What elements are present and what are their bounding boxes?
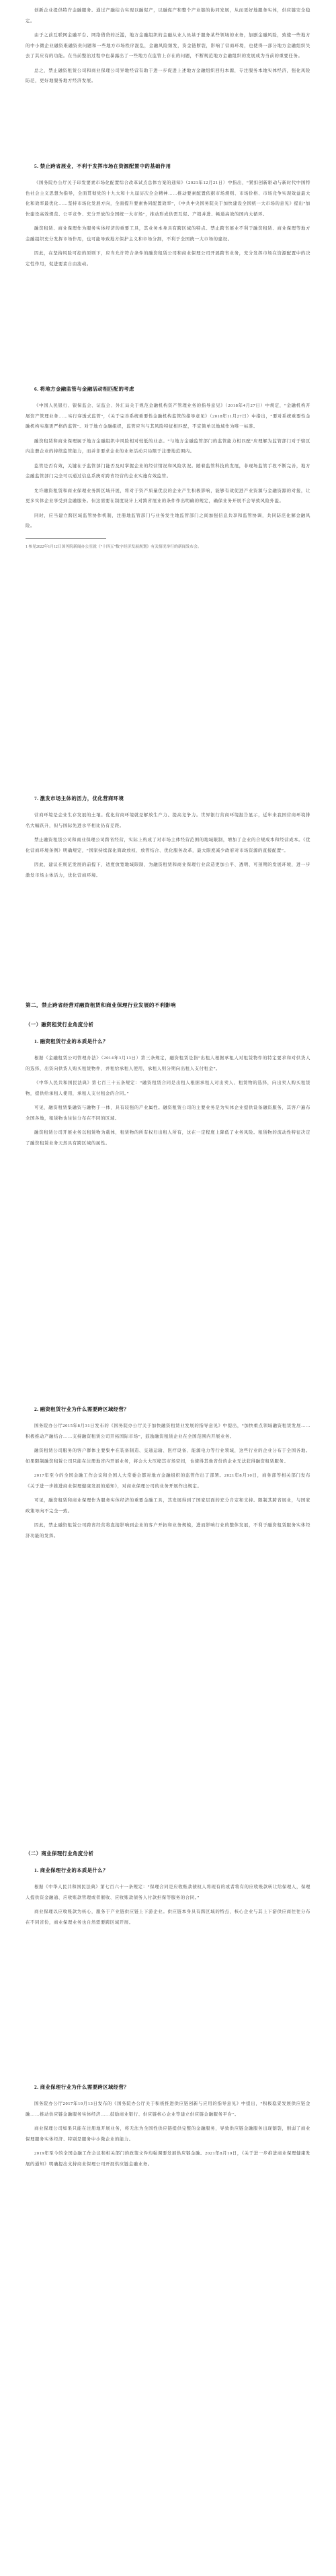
section-6 <box>26 376 310 551</box>
paragraph: 因此，建议在规范发展的前提下，适度放宽地域限制，为融资租赁和商业保理行业营造更加公平、透明、可预期的发展环境，进一步激发市场主体活力，优化营商环境。 <box>26 862 310 878</box>
section-intro <box>26 5 310 87</box>
question-heading: 2. 商业保理行业为什么需要跨区域经营？ <box>34 2084 130 2090</box>
paragraph: 根据《中华人民共和国民法典》第七百六十一条规定：“保理合同是应收账款债权人将现有的或者将有的应收账款转让给保理人，保理人提供资金融通、应收账款管理或者催收、应收账款债务人付款担保等服务的合同。” <box>26 1885 310 1900</box>
paragraph: 《中华人民共和国民法典》第七百三十五条规定：“融资租赁合同是出租人根据承租人对出卖人、租赁物的选择，向出卖人购买租赁物，提供给承租人使用，承租人支付租金的合同。” <box>26 1081 310 1096</box>
paragraph: 总之，禁止融资租赁公司和商业保理公司异地经营有助于进一步促进上述地方金融组织回归本源，专注服务本地实体经济，强化风险防范，更好地服务地方经济发展。 <box>26 68 310 83</box>
section-heading: 7. 激发市场主体的活力，优化营商环境 <box>34 795 124 801</box>
section-factoring-why <box>26 2074 310 2169</box>
part-two <box>26 987 310 1148</box>
paragraph: 允许融资租赁和商业保理业务跨区域开展，将对于资产质量优良的企业产生积极影响，能够有效促进产业资源与金融资源的对接，让更多实体企业享受到金融服务。但这需要在制度设计上对跨省展业的条件作出明确的规定，确保业务开展不会导致风险外溢。 <box>26 488 310 503</box>
section-5 <box>26 153 310 269</box>
paragraph: 创新企业提供特许金融服务。通过产融结合实现以融促产，以融促产和整个产业链的协同发展，从而更好地服务实体，供应链安全稳定。 <box>26 8 310 23</box>
paragraph: 融资租赁、商业保理作为服务实体经济的重要工具，其业务本身具有跨区域的特点。禁止跨省展业不利于融资租赁、商业保理等地方金融组织充分发挥市场作用，也可能导致地方保护主义和市场分割，不利于全国统一大市场的建设。 <box>26 226 310 242</box>
section-heading: 6. 将地方金融监管与金融活动相匹配的考虑 <box>34 386 134 392</box>
subsection-heading: （二）商业保理行业角度分析 <box>26 1850 94 1856</box>
paragraph: 禁止融资租赁公司和商业保理公司跨省经营，实际上构成了对市场主体经营范围的地域限制，增加了企业的合规成本和经营成本。《优化营商环境条例》明确规定，“国家持续深化简政放权、放管结合、优化服务改革，最大限度减少政府对市场资源的直接配置”。 <box>26 838 310 853</box>
paragraph: 营商环境是企业生存发展的土壤。优化营商环境就是解放生产力、提高竞争力。世界银行营商环境报告显示，近年来我国营商环境排名大幅跃升，但与国际先进水平相比仍有差距。 <box>26 813 310 828</box>
paragraph: 监管是否有效，关键在于监管部门能否及时掌握企业的经营情况和风险状况。随着监管科技的发展，非现场监管手段不断完善，地方金融监管部门完全可以通过信息系统对跨省经营的企业实施有效监管。 <box>26 463 310 479</box>
paragraph: 融资租赁公司服务的客户群体主要集中在装备制造、交通运输、医疗设备、能源电力等行业领域，这些行业的企业分布于全国各地。如果限制融资租赁公司只能在注册地省内开展业务，将会大大压缩其市场空间，也使得其他省份的企业无法获得融资租赁服务。 <box>26 1448 310 1464</box>
paragraph: 因此，在坚持风险可控的原则下，应当允许符合条件的融资租赁公司和商业保理公司开展跨省业务，充分发挥市场在资源配置中的决定性作用，促进要素自由流动。 <box>26 251 310 266</box>
paragraph: 可见，融资租赁和商业保理作为服务实体经济的重要金融工具，其发展得到了国家层面的充分肯定和支持。限制其跨省展业，与国家政策导向不完全一致。 <box>26 1498 310 1514</box>
paragraph: 商业保理以应收账款为核心，服务于产业链供应链上下游企业。供应链本身具有跨区域的特点，核心企业与其上下游供应商往往分布在不同省份，商业保理业务也自然需要跨区域开展。 <box>26 1910 310 1925</box>
section-leasing-why <box>26 1396 310 1541</box>
paragraph: 根据《金融租赁公司管理办法》（2014年3月13日）第三条规定，融资租赁是指“出租人根据承租人对租赁物件的特定要求和对供货人的选择，出资向供货人购买租赁物件，并租给承租人使用，承租人则分期向出租人支付租金”。 <box>26 1056 310 1071</box>
paragraph: 2019年至今的全国金融工作会议和相关部门的政策文件均强调要发展供应链金融。2021年8月10日，《关于进一步推进商业保理健康发展的通知》明确提出支持商业保理公司开展供应链金融业务。 <box>26 2151 310 2167</box>
paragraph: 《中国人民银行、银保监会、证监会、外汇局关于规范金融机构资产管理业务的指导意见》（2018年4月27日）中规定，“金融机构开展资产管理业务……实行穿透式监管”，《关于完善系统重要性金融机构监管的指导意见》（2018年11月27日）中指出，“要对系统重要性金融机构实施更严格的监管”。对于地方金融组织，监管应当与其风险特征相匹配，不宜简单以地域作为唯一标准。 <box>26 403 310 429</box>
paragraph: 同时，应当建立跨区域监管协作机制，注册地监管部门与业务发生地监管部门之间加强信息共享和监管协调，共同防范化解金融风险。 <box>26 513 310 528</box>
footnote: 1 参见2022年1月12日国务院新闻办公室就《“十四五”数字经济发展规划》有关情况举行的新闻发布会。 <box>26 544 202 549</box>
paragraph: 商业保理公司如果只能在注册地开展业务，将无法为全国性供应链提供完整的金融服务，导致供应链金融服务出现割裂，削弱了商业保理服务实体经济、特别是服务中小微企业的能力。 <box>26 2126 310 2142</box>
section-heading: 5. 禁止跨省展业，不利于发挥市场在资源配置中的基础作用 <box>34 163 171 169</box>
paragraph: 可见，融资租赁集融资与融物于一体，具有较强的产业属性。融资租赁公司的主要业务是为实体企业提供设备融资服务，其客户遍布全国各地，租赁物也往往分布在不同的区域。 <box>26 1105 310 1121</box>
paragraph: 因此，禁止融资租赁公司跨省经营将直接影响到企业的客户开拓和业务规模，进而影响行业的整体发展，不利于融资租赁服务实体经济功能的发挥。 <box>26 1523 310 1538</box>
section-7 <box>26 785 310 881</box>
question-heading: 2. 融资租赁行业为什么需要跨区域经营？ <box>34 1406 130 1412</box>
footnote-divider <box>26 538 106 539</box>
part-heading: 第二，禁止跨省经营对融资租赁和商业保理行业发展的不利影响 <box>26 1002 176 1008</box>
paragraph: 融资租赁公司开展业务以租赁物为载体，租赁物的所有权归出租人所有，这在一定程度上降低了业务风险。租赁物的流动性特征决定了融资租赁业务天然具有跨区域的属性。 <box>26 1130 310 1146</box>
paragraph: 由于之前互联网金融平台、网络借贷的泛滥，地方金融组织的金融从业人员基于服务某些领域的业务，加剧金融风险，致使一些地方的中小微企业融资难融资贵问题和一些地方市场秩序混乱，金融风险频发，资金链断裂，影响了营商环境，也使得一部分地方金融组织失去了其应有的功能。在当前整治过程中也暴露出了一些地方在监管上存在的问题，不断规范地方金融组织的发展成为当前的重要任务。 <box>26 33 310 58</box>
section-factoring <box>26 1839 310 1928</box>
paragraph: 国务院办公厅2017年10月13日发布的《国务院办公厅关于积极推进供应链创新与应用的指导意见》中提出，“积极稳妥发展供应链金融……推动供应链金融服务实体经济……鼓励商业银行、供应链核心企业等建立供应链金融服务平台”。 <box>26 2101 310 2117</box>
paragraph: 2017年至今的全国金融工作会议和全国人大常委会都对地方金融组织的监管作出了部署。2021年8月10日，商务部等相关部门发布《关于进一步推进商业保理健康发展的通知》，对商业保理公司的业务开展作出规定。 <box>26 1473 310 1489</box>
question-heading: 1. 融资租赁行业的本质是什么？ <box>34 1038 108 1044</box>
subsection-heading: （一）融资租赁行业角度分析 <box>26 1022 94 1028</box>
paragraph: 《国务院办公厅关于印发要素市场化配置综合改革试点总体方案的通知》（2021年12月21日）中指出，“紧扣创新驱动与新时代中国特色社会主义思想为指导，全面贯彻党的十九大和十九届历次全会精神……推动要素配置依据市场规则、市场价格、市场竞争实现效益最大化和效率最优化……坚持市场化发展方向，全面提升要素协同配置效率”，《中共中央国务院关于加快建设全国统一大市场的意见》提出“加快建设高效规范、公平竞争、充分开放的全国统一大市场”，推动形成供需互促、产销并进、畅通高效的国内大循环。 <box>26 181 310 217</box>
paragraph: 国务院办公厅2015年8月31日发布的《国务院办公厅关于加快融资租赁业发展的指导意见》中提出，“加快重点领域融资租赁发展……积极推动产融结合……支持融资租赁公司开拓国际市场”，鼓励融资租赁企业在全国范围内开展业务。 <box>26 1424 310 1439</box>
paragraph: 融资租赁和商业保理属于地方金融组织中风险相对较低的业态。“与地方金融监管部门的监管能力相匹配”应理解为监管部门对于辖区内注册企业的持续监管能力，而并非要求企业的业务活动只局限于注册地范围内。 <box>26 438 310 454</box>
question-heading: 1. 商业保理行业的本质是什么？ <box>34 1867 108 1873</box>
